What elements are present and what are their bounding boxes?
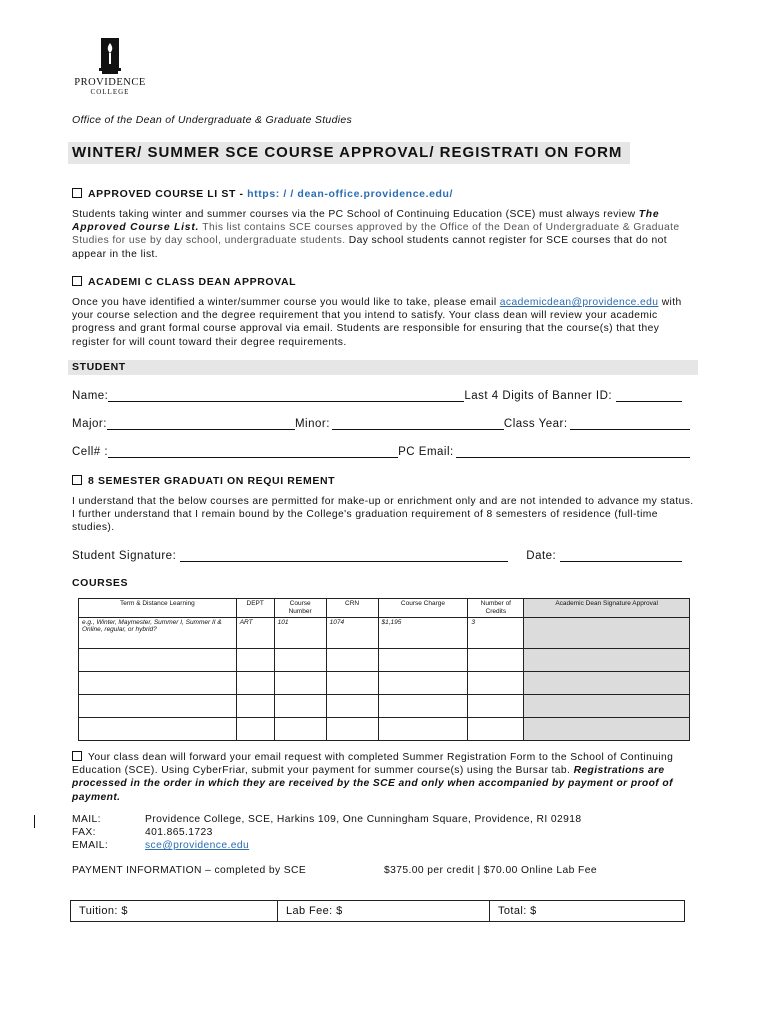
forward-checkbox[interactable] — [72, 751, 82, 761]
cell-credits[interactable]: 3 — [468, 618, 524, 649]
minor-label: Minor: — [294, 418, 330, 430]
forward-text-a: Your class dean will forward your email request with completed Summer Registration Form to the School of Continuing Education (SCE). Using CyberFriar, submit your payment for summer course(s) using the Bursar tab. — [72, 752, 674, 777]
office-line: Office of the Dean of Undergraduate & Graduate Studies — [72, 114, 353, 126]
dean-heading — [72, 276, 697, 288]
dean-checkbox[interactable] — [72, 276, 82, 286]
major-row — [72, 417, 692, 430]
approved-text-d: Day school students cannot register for SCE courses that do not appear in the list. — [72, 235, 667, 260]
cell-dean-signature[interactable] — [524, 695, 690, 718]
cell-term[interactable] — [79, 695, 237, 718]
cell-dept[interactable] — [236, 695, 274, 718]
cell-credits[interactable] — [468, 672, 524, 695]
cell-course-charge[interactable] — [378, 672, 468, 695]
cell-course-number[interactable]: 101 — [274, 618, 326, 649]
lab-fee-field[interactable]: Lab Fee: $ — [278, 901, 490, 921]
col-credits: Number of Credits — [468, 599, 524, 618]
cell-dept[interactable] — [236, 649, 274, 672]
approved-text-c: This list contains SCE courses approved by the Office of the Dean of Undergraduate & Graduate Studies for use by day school, undergraduate students. — [72, 222, 680, 247]
cell-crn[interactable] — [326, 649, 378, 672]
signature-row — [72, 549, 692, 562]
cell-label: Cell# : — [72, 446, 109, 458]
date-field[interactable] — [560, 549, 682, 562]
cell-field[interactable] — [108, 445, 398, 458]
table-row — [79, 672, 690, 695]
cell-course-charge[interactable] — [378, 649, 468, 672]
col-dean-signature: Academic Dean Signature Approval — [524, 599, 690, 618]
cell-crn[interactable] — [326, 672, 378, 695]
approved-url-link[interactable]: https: / / dean-office.providence.edu/ — [247, 188, 454, 200]
cell-dept[interactable] — [236, 718, 274, 741]
table-row — [79, 695, 690, 718]
cell-credits[interactable] — [468, 718, 524, 741]
table-row — [79, 649, 690, 672]
logo-name: PROVIDENCE — [74, 77, 146, 88]
date-label: Date: — [526, 550, 557, 562]
dean-text-b: with your course selection and the degree requirement that you intend to satisfy. Your class dean will review your academic progress and grant formal course approval via email. Students are responsible for ensuring that the course(s) that they register for will count toward their degree requirements. — [72, 297, 682, 348]
fax-label: FAX: — [72, 827, 96, 839]
total-field[interactable]: Total: $ — [498, 905, 537, 917]
cell-term[interactable] — [79, 718, 237, 741]
cell-dept[interactable]: ART — [236, 618, 274, 649]
approved-checkbox[interactable] — [72, 188, 82, 198]
cell-crn[interactable]: 1074 — [326, 618, 378, 649]
cell-dean-signature[interactable] — [524, 672, 690, 695]
class-year-field[interactable] — [570, 417, 690, 430]
signature-field[interactable] — [180, 549, 508, 562]
cell-term[interactable] — [79, 649, 237, 672]
shield-torch-icon — [99, 38, 121, 74]
forward-paragraph — [72, 751, 697, 804]
fax-number: 401.865.1723 — [145, 827, 213, 839]
cell-dean-signature[interactable] — [524, 649, 690, 672]
cell-crn[interactable] — [326, 718, 378, 741]
table-header-row — [79, 599, 690, 618]
grad-heading-label: 8 SEMESTER GRADUATI ON REQUI REMENT — [88, 475, 336, 487]
approved-heading — [72, 188, 692, 200]
forward-section — [72, 751, 697, 804]
cell-course-number[interactable] — [274, 695, 326, 718]
col-course-number: Course Number — [274, 599, 326, 618]
cell-course-charge[interactable]: $1,195 — [378, 618, 468, 649]
dean-heading-label: ACADEMI C CLASS DEAN APPROVAL — [88, 276, 297, 288]
col-course-charge: Course Charge — [378, 599, 468, 618]
grad-paragraph: I understand that the below courses are permitted for make-up or enrichment only and are not intended to advance my status. I further understand that I remain bound by the College's graduation requirement of 8 semesters of residence (full-time studies). — [72, 496, 694, 534]
name-label: Name: — [72, 390, 109, 402]
signature-label: Student Signature: — [72, 550, 177, 562]
courses-heading: COURSES — [72, 577, 129, 589]
major-field[interactable] — [107, 417, 295, 430]
payment-rate: $375.00 per credit | $70.00 Online Lab Fee — [384, 865, 597, 876]
cell-term[interactable]: e.g., Winter, Maymester, Summer I, Summer II & Online, regular, or hybrid? — [79, 618, 237, 649]
payment-box — [70, 900, 685, 922]
approved-list-emphasis: The Approved Course List. — [72, 209, 660, 234]
cell-dean-signature[interactable] — [524, 718, 690, 741]
courses-table — [78, 598, 690, 741]
col-dept: DEPT — [236, 599, 274, 618]
major-label: Major: — [72, 418, 107, 430]
cell-course-number[interactable] — [274, 672, 326, 695]
table-row-example — [79, 618, 690, 649]
dean-paragraph — [72, 296, 697, 349]
cell-credits[interactable] — [468, 695, 524, 718]
contact-block — [72, 813, 692, 853]
dean-section — [72, 276, 697, 349]
forward-text-b: Registrations are processed in the order in which they are received by the SCE and only when accompanied by payment or proof of payment. — [72, 765, 673, 803]
table-row — [79, 718, 690, 741]
col-term: Term & Distance Learning — [79, 599, 237, 618]
banner-label: Last 4 Digits of Banner ID: — [464, 390, 613, 402]
cell-term[interactable] — [79, 672, 237, 695]
pc-email-field[interactable] — [456, 445, 690, 458]
pc-email-label: PC Email: — [398, 446, 454, 458]
col-crn: CRN — [326, 599, 378, 618]
approved-section — [72, 188, 692, 261]
grad-section — [72, 475, 697, 535]
mail-address: Providence College, SCE, Harkins 109, One Cunningham Square, Providence, RI 02918 — [145, 814, 582, 825]
payment-label: PAYMENT INFORMATION – completed by SCE — [72, 865, 307, 876]
name-field[interactable] — [108, 389, 464, 402]
cell-credits[interactable] — [468, 649, 524, 672]
dean-email-link[interactable]: academicdean@providence.edu — [499, 297, 659, 308]
college-logo — [70, 38, 150, 96]
approved-heading-label: APPROVED COURSE LI ST - — [88, 188, 248, 200]
dean-text-a: Once you have identified a winter/summer course you would like to take, please email — [72, 297, 500, 308]
tuition-field[interactable]: Tuition: $ — [71, 901, 278, 921]
form-title: WINTER/ SUMMER SCE COURSE APPROVAL/ REGISTRATI ON FORM — [68, 142, 630, 164]
logo-sub: COLLEGE — [90, 88, 130, 96]
banner-field[interactable] — [616, 389, 682, 402]
approved-paragraph — [72, 208, 692, 261]
minor-field[interactable] — [332, 417, 504, 430]
cell-course-number[interactable] — [274, 718, 326, 741]
cell-row — [72, 445, 692, 458]
cell-dept[interactable] — [236, 672, 274, 695]
cell-course-number[interactable] — [274, 649, 326, 672]
cell-course-charge[interactable] — [378, 718, 468, 741]
cell-dean-signature[interactable] — [524, 618, 690, 649]
cell-crn[interactable] — [326, 695, 378, 718]
name-row — [72, 389, 692, 402]
grad-checkbox[interactable] — [72, 475, 82, 485]
sce-email-link[interactable]: sce@providence.edu — [145, 840, 250, 852]
text-cursor — [34, 815, 35, 828]
class-year-label: Class Year: — [503, 418, 568, 430]
mail-label: MAIL: — [72, 814, 101, 825]
approved-text-a: Students taking winter and summer courses via the PC School of Continuing Education (SCE) must always review — [72, 209, 639, 220]
grad-heading — [72, 475, 697, 487]
cell-course-charge[interactable] — [378, 695, 468, 718]
email-label: EMAIL: — [72, 840, 109, 852]
student-bar: STUDENT — [68, 360, 698, 375]
